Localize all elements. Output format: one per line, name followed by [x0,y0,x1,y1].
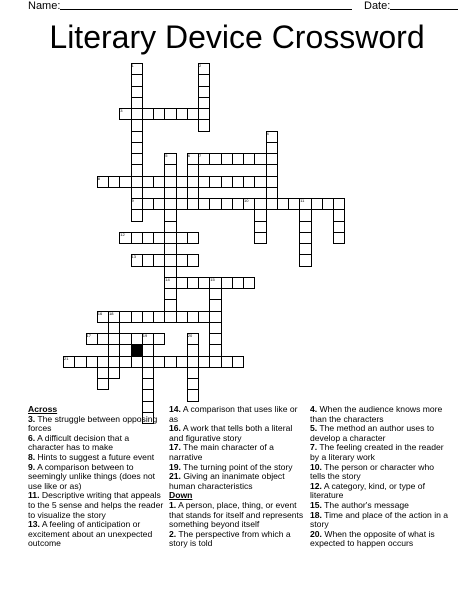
clue-text: The feeling created in the reader by a literary work [310,442,444,462]
cell-number: 19 [142,333,148,338]
clue-number: 3. [28,413,36,424]
clue-number: 7. [310,442,318,453]
across-clue [28,415,164,434]
cell-number: 4 [266,130,269,136]
down-clue [310,463,450,482]
clue-text: The turning point of the story [180,461,293,472]
crossword-cell[interactable] [187,344,199,356]
cell-number: 2 [199,63,202,68]
clue-text: The author's message [321,499,409,510]
crossword-cell[interactable] [176,198,188,210]
clue-text: The struggle between opposing forces [28,413,158,434]
clue-number: 9. [28,461,36,472]
clue-text: When the audience knows more than the characters [310,404,443,424]
crossword-cell[interactable] [108,367,120,379]
cell-number: 6 [187,153,190,158]
clue-text: The method an author uses to develop a character [310,423,435,443]
crossword-cell[interactable] [119,176,131,188]
crossword-cell[interactable] [187,232,199,244]
crossword-cell[interactable] [232,356,244,368]
cell-number: 12 [120,231,125,237]
cell-number: 17 [86,333,91,338]
clue-number: 21. [169,471,181,482]
across-clue [28,463,164,492]
clue-text: The person or character who tells the story [310,461,435,482]
across-clues-column [28,405,164,549]
crossword-cell[interactable] [97,333,109,345]
cell-number: 3 [120,108,123,113]
clue-number: 20. [310,528,322,539]
crossword-cell[interactable] [198,356,210,368]
name-label: Name: [28,0,61,12]
crossword-cell[interactable] [187,108,199,120]
across-clue [28,491,164,520]
clue-number: 5. [310,423,318,434]
down-clue [169,501,307,530]
crossword-cell[interactable] [243,277,255,289]
clue-text: A comparison between to seemingly unlike things (does not use like or as) [28,461,156,491]
clue-text: Time and place of the action in a story [310,509,449,530]
clue-text: A difficult decision that a character has to make [28,432,130,453]
right-clues-column [310,405,450,549]
cell-number: 21 [64,355,69,361]
crossword-cell[interactable] [153,198,165,210]
middle-clues-column [169,405,307,549]
down-clue [310,405,450,424]
across-clue [169,424,307,443]
down-clue [310,443,450,462]
cell-number: 15 [210,276,215,282]
across-clue [28,520,164,549]
clue-number: 4. [310,404,318,414]
clue-text: Descriptive writing that appeals to the 5 sense and helps the reader to visualize the story [28,490,164,520]
cell-number: 13 [131,254,136,260]
clue-text: A feeling of anticipation or excitement about an unexpected outcome [28,519,153,549]
crossword-cell[interactable] [198,311,210,323]
page-title: Literary Device Crossword [49,19,425,55]
clue-number: 19. [169,461,181,472]
clue-number: 13. [28,519,40,530]
cell-number: 18 [109,310,114,316]
crossword-cell[interactable] [153,311,165,323]
date-label: Date: [364,0,391,12]
clue-number: 10. [310,461,322,472]
crossword-cell[interactable] [142,344,154,356]
cell-number: 8 [97,175,100,181]
crossword-cell[interactable] [254,176,266,188]
clue-number: 14. [169,404,181,414]
clue-text: Giving an inanimate object human characteristics [169,471,285,491]
clue-number: 11. [28,490,40,501]
cell-number: 10 [244,198,249,203]
across-heading: Across [28,404,58,414]
across-clue [169,405,307,424]
clue-number: 17. [169,442,181,453]
down-clue [310,424,450,443]
crossword-cell[interactable] [254,153,266,165]
clue-number: 18. [310,509,322,520]
cell-number: 20 [187,333,193,338]
clue-text: A category, kind, or type of literature [310,480,425,501]
crossword-cell[interactable] [254,232,266,244]
cell-number: 14 [165,276,170,282]
cell-number: 1 [131,63,134,68]
clue-text: A person, place, thing, or event that stands for itself and represents something beyond itself [169,499,304,530]
across-clue [169,443,307,462]
blocked-cell [131,344,143,356]
crossword-cell[interactable] [187,389,199,401]
down-clue [310,511,450,530]
crossword-cell[interactable] [153,254,165,266]
across-clue [169,472,307,491]
crossword-cell[interactable] [97,378,109,390]
down-clue [169,530,307,549]
down-clue [310,482,450,501]
cell-number: 16 [97,310,103,316]
clue-number: 2. [169,528,177,539]
clue-text: The perspective from which a story is told [169,528,291,549]
crossword-cell[interactable] [198,119,210,131]
clue-text: A work that tells both a literal and figurative story [169,423,293,443]
cell-number: 5 [165,153,168,158]
clue-number: 15. [310,499,322,510]
crossword-cell[interactable] [176,176,188,188]
cell-number: 7 [199,153,202,158]
crossword-cell[interactable] [333,232,345,244]
down-clue [310,530,450,549]
clue-number: 12. [310,480,322,491]
crossword-cell[interactable] [153,333,165,345]
cell-number: 11 [300,198,305,203]
clue-text: Hints to suggest a future event [35,451,155,462]
clue-number: 1. [169,499,177,510]
crossword-cell[interactable] [153,176,165,188]
clue-number: 6. [28,432,36,443]
clue-text: When the opposite of what is expected to happen occurs [310,528,435,549]
clue-text: A comparison that uses like or as [169,404,298,424]
clue-number: 8. [28,451,36,462]
crossword-cell[interactable] [187,254,199,266]
cell-number: 9 [131,198,134,203]
crossword-cell[interactable] [131,209,143,221]
clue-number: 16. [169,423,181,434]
down-heading: Down [169,490,193,501]
crossword-cell[interactable] [153,232,165,244]
crossword-cell[interactable] [299,254,311,266]
clue-text: The main character of a narrative [169,442,274,462]
across-clue [28,434,164,453]
